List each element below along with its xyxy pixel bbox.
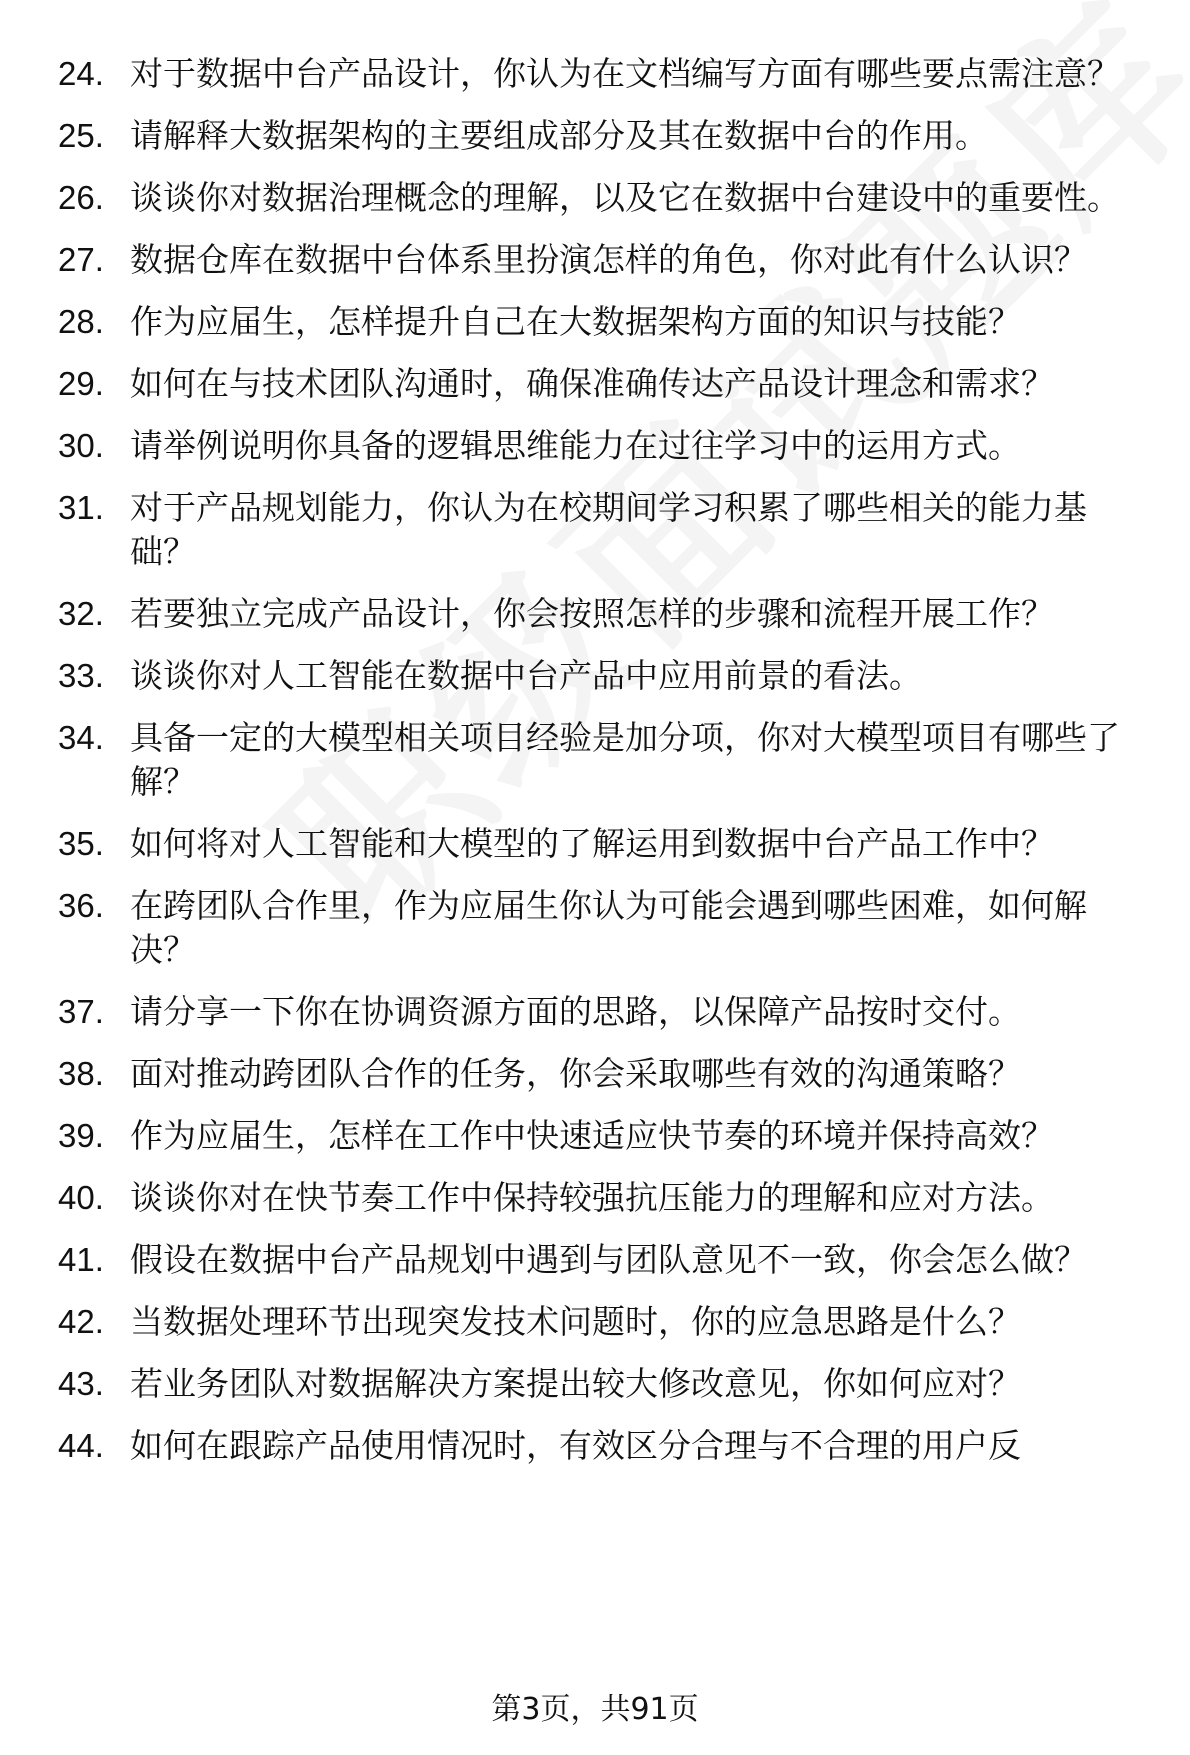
question-text: 请分享一下你在协调资源方面的思路，以保障产品按时交付。 <box>130 992 1021 1031</box>
question-number: 27. <box>58 241 104 278</box>
question-number: 33. <box>58 657 104 694</box>
question-item-37 <box>58 990 1138 1034</box>
question-item-38 <box>58 1052 1138 1096</box>
question-number: 40. <box>58 1179 104 1216</box>
question-text: 面对推动跨团队合作的任务，你会采取哪些有效的沟通策略？ <box>130 1054 1021 1093</box>
question-number: 38. <box>58 1055 104 1092</box>
question-item-35 <box>58 822 1138 866</box>
question-text: 如何在与技术团队沟通时，确保准确传达产品设计理念和需求？ <box>130 364 1054 403</box>
question-text: 请举例说明你具备的逻辑思维能力在过往学习中的运用方式。 <box>130 426 1021 465</box>
question-number: 34. <box>58 719 104 756</box>
question-number: 43. <box>58 1365 104 1402</box>
question-item-43 <box>58 1362 1138 1406</box>
question-text: 作为应届生，怎样在工作中快速适应快节奏的环境并保持高效？ <box>130 1116 1054 1155</box>
question-item-40 <box>58 1176 1138 1220</box>
question-item-36 <box>58 884 1138 972</box>
question-text: 当数据处理环节出现突发技术问题时，你的应急思路是什么？ <box>130 1302 1021 1341</box>
question-number: 29. <box>58 365 104 402</box>
question-text: 请解释大数据架构的主要组成部分及其在数据中台的作用。 <box>130 116 988 155</box>
question-text: 数据仓库在数据中台体系里扮演怎样的角色，你对此有什么认识？ <box>130 240 1087 279</box>
question-text: 具备一定的大模型相关项目经验是加分项，你对大模型项目有哪些了解？ <box>130 718 1120 801</box>
question-item-28 <box>58 300 1138 344</box>
question-number: 37. <box>58 993 104 1030</box>
question-number: 39. <box>58 1117 104 1154</box>
question-number: 30. <box>58 427 104 464</box>
question-text: 假设在数据中台产品规划中遇到与团队意见不一致，你会怎么做？ <box>130 1240 1087 1279</box>
question-list <box>58 52 1138 1486</box>
question-number: 31. <box>58 489 104 526</box>
question-text: 如何将对人工智能和大模型的了解运用到数据中台产品工作中？ <box>130 824 1054 863</box>
question-text: 在跨团队合作里，作为应届生你认为可能会遇到哪些困难，如何解决？ <box>130 886 1087 969</box>
question-item-26 <box>58 176 1138 220</box>
question-item-24 <box>58 52 1138 96</box>
question-text: 对于产品规划能力，你认为在校期间学习积累了哪些相关的能力基础？ <box>130 488 1087 571</box>
question-item-32 <box>58 592 1138 636</box>
question-number: 24. <box>58 55 104 92</box>
question-number: 41. <box>58 1241 104 1278</box>
question-number: 36. <box>58 887 104 924</box>
question-item-39 <box>58 1114 1138 1158</box>
question-number: 35. <box>58 825 104 862</box>
question-item-34 <box>58 716 1138 804</box>
question-item-42 <box>58 1300 1138 1344</box>
question-item-44 <box>58 1424 1138 1468</box>
question-number: 42. <box>58 1303 104 1340</box>
question-text: 谈谈你对数据治理概念的理解，以及它在数据中台建设中的重要性。 <box>130 178 1120 217</box>
question-item-29 <box>58 362 1138 406</box>
page-number-footer: 第3页，共91页 <box>491 1692 699 1727</box>
question-number: 28. <box>58 303 104 340</box>
question-text: 如何在跟踪产品使用情况时，有效区分合理与不合理的用户反 <box>130 1426 1021 1465</box>
question-item-31 <box>58 486 1138 574</box>
question-item-30 <box>58 424 1138 468</box>
question-text: 若要独立完成产品设计，你会按照怎样的步骤和流程开展工作？ <box>130 594 1054 633</box>
question-number: 26. <box>58 179 104 216</box>
question-number: 32. <box>58 595 104 632</box>
question-text: 作为应届生，怎样提升自己在大数据架构方面的知识与技能？ <box>130 302 1021 341</box>
question-item-33 <box>58 654 1138 698</box>
question-item-25 <box>58 114 1138 158</box>
question-number: 25. <box>58 117 104 154</box>
question-text: 谈谈你对人工智能在数据中台产品中应用前景的看法。 <box>130 656 922 695</box>
question-text: 对于数据中台产品设计，你认为在文档编写方面有哪些要点需注意？ <box>130 54 1120 93</box>
question-item-41 <box>58 1238 1138 1282</box>
question-text: 谈谈你对在快节奏工作中保持较强抗压能力的理解和应对方法。 <box>130 1178 1054 1217</box>
question-number: 44. <box>58 1427 104 1464</box>
question-item-27 <box>58 238 1138 282</box>
question-text: 若业务团队对数据解决方案提出较大修改意见，你如何应对？ <box>130 1364 1021 1403</box>
